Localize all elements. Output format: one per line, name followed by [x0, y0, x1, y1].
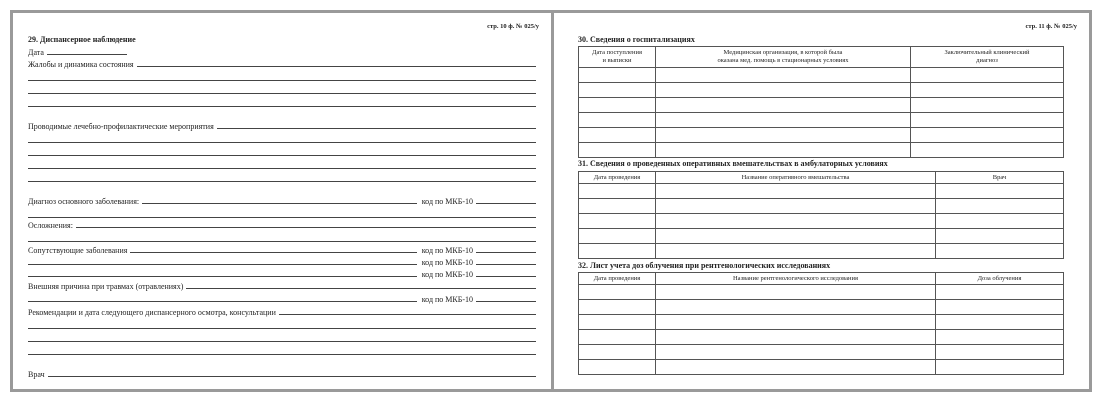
icd-code-label: код по МКБ-10 — [421, 295, 473, 304]
table-cell[interactable] — [656, 68, 911, 83]
table-cell[interactable] — [936, 360, 1064, 375]
table-row — [579, 330, 1064, 345]
table-cell[interactable] — [936, 214, 1064, 229]
table-cell[interactable] — [911, 68, 1064, 83]
table-cell[interactable] — [579, 360, 656, 375]
table-header-row — [579, 47, 1064, 68]
recommendations-field[interactable] — [279, 314, 536, 315]
table-cell[interactable] — [656, 244, 936, 259]
table-cell[interactable] — [936, 285, 1064, 300]
table-cell[interactable] — [579, 244, 656, 259]
page-10 — [13, 13, 551, 389]
table-cell[interactable] — [579, 214, 656, 229]
complications-label: Осложнения: — [28, 221, 73, 230]
header-admission-date: Дата поступления и выписки — [592, 49, 642, 64]
main-diagnosis-label: Диагноз основного заболевания: — [28, 197, 140, 206]
table-cell[interactable] — [656, 83, 911, 98]
icd-code-label: код по МКБ-10 — [421, 246, 473, 255]
date-field[interactable] — [47, 54, 127, 55]
complications-row — [28, 218, 536, 230]
table-row — [579, 98, 1064, 113]
section-title-dispensary: 29. Диспансерное наблюдение — [28, 35, 136, 44]
table-row — [579, 300, 1064, 315]
main-diagnosis-row — [28, 194, 536, 206]
table-cell[interactable] — [656, 98, 911, 113]
col-header-dose: Доза облучения — [936, 273, 1064, 285]
col-header-xray-study: Название рентгенологического исследования — [656, 273, 936, 285]
table-row — [579, 345, 1064, 360]
col-header — [656, 47, 911, 68]
table-cell[interactable] — [656, 229, 936, 244]
table-cell[interactable] — [936, 229, 1064, 244]
col-header-date: Дата проведения — [579, 172, 656, 184]
measures-row — [28, 119, 536, 131]
table-row — [579, 128, 1064, 143]
comorbid-row — [28, 243, 536, 255]
table-cell[interactable] — [936, 184, 1064, 199]
table-cell[interactable] — [936, 315, 1064, 330]
write-line[interactable] — [28, 328, 536, 329]
write-line[interactable] — [28, 80, 536, 81]
section-title-radiation: 32. Лист учета доз облучения при рентгенологических исследованиях — [578, 261, 831, 270]
comorbid-field[interactable] — [28, 264, 417, 265]
table-cell[interactable] — [656, 300, 936, 315]
table-header-row — [579, 273, 1064, 285]
table-header-row — [579, 172, 1064, 184]
table-cell[interactable] — [579, 285, 656, 300]
write-line[interactable] — [28, 106, 536, 107]
table-row — [579, 143, 1064, 158]
comorbid-row-2 — [28, 255, 536, 267]
form-sheet — [10, 10, 1092, 392]
comorbid-field[interactable] — [28, 276, 417, 277]
table-cell[interactable] — [936, 345, 1064, 360]
radiation-dose-table — [578, 272, 1064, 375]
table-cell[interactable] — [936, 300, 1064, 315]
date-label: Дата — [28, 48, 44, 57]
table-cell[interactable] — [656, 285, 936, 300]
icd-code-label: код по МКБ-10 — [421, 270, 473, 279]
table-cell[interactable] — [911, 128, 1064, 143]
table-row — [579, 68, 1064, 83]
table-cell[interactable] — [579, 345, 656, 360]
doctor-row — [28, 367, 536, 379]
complaints-row — [28, 57, 536, 69]
col-header-surgery-name: Название оперативного вмешательства — [656, 172, 936, 184]
external-cause-field-2[interactable] — [28, 301, 417, 302]
table-cell[interactable] — [579, 184, 656, 199]
table-row — [579, 214, 1064, 229]
icd-code-field[interactable] — [476, 301, 536, 302]
measures-label: Проводимые лечебно-профилактические мероприятия — [28, 122, 214, 131]
table-cell[interactable] — [656, 184, 936, 199]
table-row — [579, 199, 1064, 214]
table-row — [579, 113, 1064, 128]
write-line[interactable] — [28, 341, 536, 342]
external-cause-field[interactable] — [186, 288, 536, 289]
table-row — [579, 315, 1064, 330]
write-line[interactable] — [28, 168, 536, 169]
table-cell[interactable] — [579, 68, 656, 83]
main-diagnosis-field[interactable] — [142, 203, 417, 204]
table-cell[interactable] — [579, 113, 656, 128]
header-medical-org: Медицинская организация, в которой была оказана мед. помощь в стационарных условиях — [717, 49, 849, 64]
table-cell[interactable] — [579, 199, 656, 214]
table-cell[interactable] — [936, 330, 1064, 345]
col-header — [579, 47, 656, 68]
write-line[interactable] — [28, 354, 536, 355]
page-11 — [554, 13, 1089, 389]
table-cell[interactable] — [579, 300, 656, 315]
write-line[interactable] — [28, 181, 536, 182]
icd-code-label: код по МКБ-10 — [421, 197, 473, 206]
table-cell[interactable] — [656, 214, 936, 229]
col-header-date: Дата проведения — [579, 273, 656, 285]
recommendations-row — [28, 305, 536, 317]
table-cell[interactable] — [579, 143, 656, 158]
write-line[interactable] — [28, 155, 536, 156]
icd-code-field[interactable] — [476, 203, 536, 204]
comorbid-row-3 — [28, 267, 536, 279]
table-cell[interactable] — [656, 143, 911, 158]
table-cell[interactable] — [911, 83, 1064, 98]
table-cell[interactable] — [656, 360, 936, 375]
table-cell[interactable] — [579, 98, 656, 113]
table-row — [579, 184, 1064, 199]
table-cell[interactable] — [656, 113, 911, 128]
table-row — [579, 229, 1064, 244]
table-row — [579, 83, 1064, 98]
table-cell[interactable] — [579, 315, 656, 330]
icd-code-label: код по МКБ-10 — [421, 258, 473, 267]
table-cell[interactable] — [579, 330, 656, 345]
external-cause-code-row — [28, 292, 536, 304]
section-title-hospitalizations: 30. Сведения о госпитализациях — [578, 35, 695, 44]
section-title-surgeries: 31. Сведения о проведенных оперативных вмешательствах в амбулаторных условиях — [578, 159, 888, 168]
external-cause-row — [28, 279, 536, 291]
date-row — [28, 45, 536, 57]
write-line[interactable] — [28, 93, 536, 94]
table-row — [579, 360, 1064, 375]
header-final-diagnosis: Заключительный клинический диагноз — [944, 49, 1030, 64]
table-cell[interactable] — [936, 244, 1064, 259]
col-header — [911, 47, 1064, 68]
table-cell[interactable] — [911, 98, 1064, 113]
icd-code-field[interactable] — [476, 264, 536, 265]
table-cell[interactable] — [656, 345, 936, 360]
table-row — [579, 285, 1064, 300]
doctor-signature-field[interactable] — [48, 376, 536, 377]
comorbid-field[interactable] — [130, 252, 416, 253]
surgeries-table — [578, 171, 1064, 259]
complaints-field[interactable] — [137, 66, 536, 67]
table-cell[interactable] — [579, 229, 656, 244]
table-cell[interactable] — [656, 128, 911, 143]
table-cell[interactable] — [656, 330, 936, 345]
hospitalizations-table — [578, 46, 1064, 158]
complications-field[interactable] — [76, 227, 536, 228]
write-line[interactable] — [28, 142, 536, 143]
table-cell[interactable] — [936, 199, 1064, 214]
icd-code-field[interactable] — [476, 252, 536, 253]
table-cell[interactable] — [656, 199, 936, 214]
table-cell[interactable] — [911, 143, 1064, 158]
page-number: стр. 11 ф. № 025/у — [1025, 23, 1077, 30]
table-cell[interactable] — [579, 83, 656, 98]
page-number: стр. 10 ф. № 025/у — [487, 23, 539, 30]
table-cell[interactable] — [579, 128, 656, 143]
table-cell[interactable] — [656, 315, 936, 330]
col-header-doctor: Врач — [936, 172, 1064, 184]
complaints-label: Жалобы и динамика состояния — [28, 60, 134, 69]
external-cause-label: Внешняя причина при травмах (отравлениях) — [28, 282, 184, 291]
table-row — [579, 244, 1064, 259]
icd-code-field[interactable] — [476, 276, 536, 277]
comorbid-label: Сопутствующие заболевания — [28, 246, 128, 255]
write-line[interactable] — [28, 241, 536, 242]
doctor-label: Врач — [28, 370, 45, 379]
recommendations-label: Рекомендации и дата следующего диспансерного осмотра, консультации — [28, 308, 276, 317]
measures-field[interactable] — [217, 128, 536, 129]
table-cell[interactable] — [911, 113, 1064, 128]
